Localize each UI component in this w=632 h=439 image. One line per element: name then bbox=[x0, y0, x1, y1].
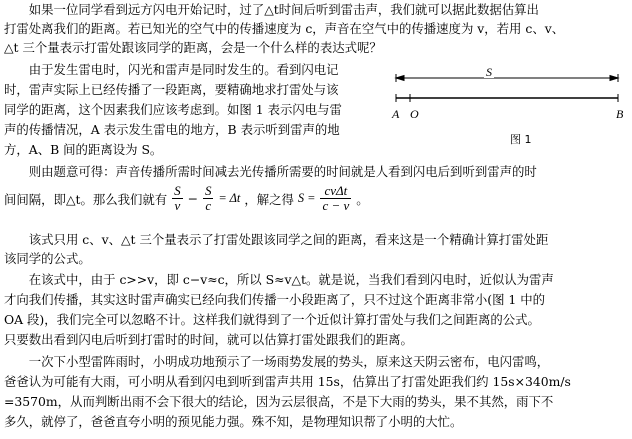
p6-line-1: 一次下小型雷阵雨时，小明成功地预示了一场雨势发展的势头，原来这天阴云密布，电闪雷鸣， bbox=[4, 354, 550, 369]
p3-tail-text: ，解之得 bbox=[244, 191, 294, 207]
p2-line-4: 声的传播情况，A 表示发生雷电的地方，B 表示听到雷声的地 bbox=[4, 122, 340, 137]
figure-caption: 图 1 bbox=[510, 133, 532, 146]
fraction-s-over-v bbox=[172, 184, 183, 213]
p2-line-2: 时，雷声实际上已经传播了一段距离，要精确地求打雷处与该 bbox=[4, 82, 339, 97]
p5-line-3: OA 段)，我们完全可以忽略不计。这样我们就得到了一个近似计算打雷处与我们之间距离的公式。 bbox=[4, 312, 540, 327]
p3-end-text: 。 bbox=[356, 191, 369, 207]
label-a: A bbox=[392, 107, 400, 121]
arrow-left-icon bbox=[396, 76, 404, 81]
p6-line-4: 多久，就停了，爸爸直夸小明的预见能力强。殊不知，是物理知识帮了小明的大忙。 bbox=[4, 414, 463, 429]
figure-1-diagram bbox=[384, 66, 628, 156]
fraction-result bbox=[320, 184, 351, 213]
p1-line-2: 打雷处离我们的距离。若已知光的空气中的传播速度为 c，声音在空气中的传播速度为 v，若用 c、v、 bbox=[4, 21, 565, 36]
label-o: O bbox=[410, 107, 419, 121]
minus-sign: − bbox=[187, 191, 198, 206]
p6-line-2: 爸爸认为可能有大雨，可小明从看到闪电到听到雷声共用 15s，估算出了打雷处距我们约 15s×340m/s bbox=[4, 374, 571, 389]
p2-line-3: 同学的距离，这个因素我们应该考虑到。如图 1 表示闪电与雷 bbox=[4, 102, 342, 117]
fraction-2-numerator: S bbox=[204, 183, 212, 198]
result-numerator: cvΔt bbox=[320, 184, 351, 199]
figure-1 bbox=[384, 66, 628, 156]
p5-line-2: 才向我们传播，其实这时雷声确实已经向我们传播一小段距离了，只不过这个距离非常小(图 1 中的 bbox=[4, 292, 546, 307]
equation-2-lhs: S = bbox=[297, 191, 316, 205]
p3-line-2-text: 间间隔，即△t。那么我们就有 bbox=[4, 191, 168, 207]
fraction-1-denominator: v bbox=[174, 198, 181, 213]
label-b: B bbox=[616, 107, 624, 121]
equation-1-rhs: = Δt bbox=[218, 191, 241, 205]
p1-line-3: △t 三个量表示打雷处跟该同学的距离，会是一个什么样的表达式呢？ bbox=[4, 40, 382, 55]
p4-line-1: 该式只用 c、v、△t 三个量表示了打雷处跟该同学之间的距离，看来这是一个精确计算打雷处距 bbox=[4, 232, 549, 247]
p3-equation-line bbox=[4, 184, 369, 213]
p2-line-5: 方，A、B 间的距离设为 S。 bbox=[4, 142, 163, 157]
p4-line-2: 该同学的公式。 bbox=[4, 251, 91, 266]
fraction-1-numerator: S bbox=[174, 183, 181, 198]
arrow-right-icon bbox=[610, 76, 618, 81]
p2-line-1: 由于发生雷电时，闪光和雷声是同时发生的。看到闪电记 bbox=[4, 62, 339, 77]
p1-line-1: 如果一位同学看到远方闪电开始记时，过了△t时间后听到雷击声，我们就可以据此数据估算出 bbox=[4, 2, 539, 17]
label-s: S bbox=[486, 65, 492, 79]
p6-line-3: =3570m，从而判断出雨不会下很大的结论，因为云层很高，不是下大雨的势头，果不其然，雨下不 bbox=[4, 394, 554, 409]
fraction-s-over-c bbox=[203, 184, 214, 213]
result-denominator: c − v bbox=[322, 198, 350, 213]
p3-line-1: 则由题意可得：声音传播所需时间减去光传播所需要的时间就是人看到闪电后到听到雷声的时 bbox=[4, 164, 537, 179]
p5-line-4: 只要数出看到闪电后听到打雷时的时间，就可以估算打雷处跟我们的距离。 bbox=[4, 332, 413, 347]
fraction-2-denominator: c bbox=[205, 198, 212, 213]
p5-line-1: 在该式中，由于 c>>v，即 c−v≈c，所以 S≈v△t。就是说，当我们看到闪电时，近似认为雷声 bbox=[4, 272, 554, 287]
